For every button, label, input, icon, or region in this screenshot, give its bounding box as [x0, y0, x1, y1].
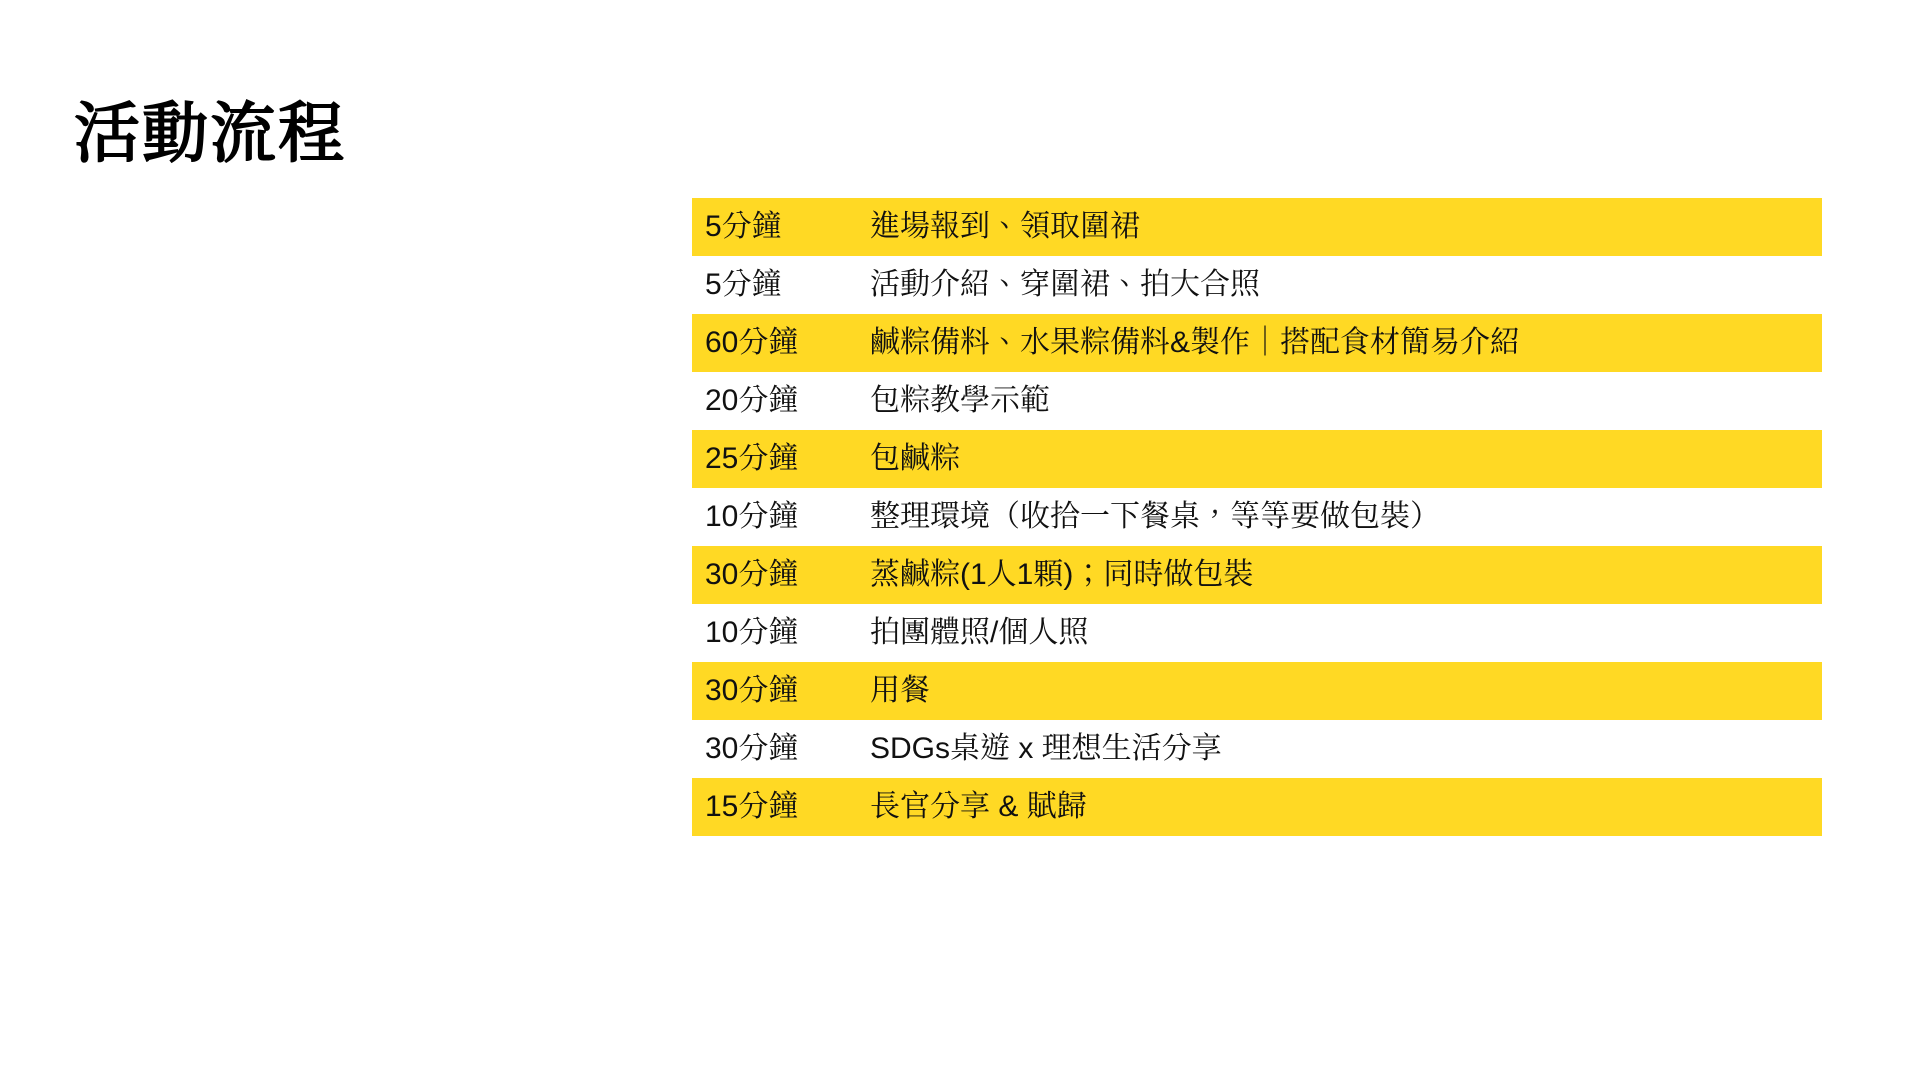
- row-activity: SDGs桌遊 x 理想生活分享: [870, 732, 1222, 765]
- schedule-row: [692, 198, 1822, 256]
- row-activity: 活動介紹、穿圍裙、拍大合照: [870, 268, 1260, 301]
- schedule-table: [692, 198, 1822, 836]
- row-duration: 25分鐘: [705, 442, 799, 475]
- row-activity: 進場報到、領取圍裙: [870, 210, 1140, 243]
- schedule-row: [692, 430, 1822, 488]
- page-title: 活動流程: [74, 96, 346, 170]
- row-duration: 30分鐘: [705, 674, 799, 707]
- schedule-row: [692, 314, 1822, 372]
- row-activity: 長官分享 & 賦歸: [870, 790, 1087, 823]
- row-activity: 用餐: [870, 674, 930, 707]
- row-duration: 5分鐘: [705, 210, 782, 243]
- schedule-row: [692, 604, 1822, 662]
- row-duration: 5分鐘: [705, 268, 782, 301]
- schedule-row: [692, 488, 1822, 546]
- row-duration: 30分鐘: [705, 732, 799, 765]
- row-activity: 拍團體照/個人照: [870, 616, 1089, 649]
- row-duration: 60分鐘: [705, 326, 799, 359]
- row-activity: 包粽教學示範: [870, 384, 1050, 417]
- row-duration: 10分鐘: [705, 616, 799, 649]
- row-activity: 鹹粽備料、水果粽備料&製作｜搭配食材簡易介紹: [870, 326, 1521, 359]
- row-duration: 10分鐘: [705, 500, 799, 533]
- schedule-row: [692, 662, 1822, 720]
- row-activity: 整理環境（收拾一下餐桌，等等要做包裝）: [870, 500, 1440, 533]
- row-duration: 15分鐘: [705, 790, 799, 823]
- row-activity: 包鹹粽: [870, 442, 960, 475]
- schedule-row: [692, 546, 1822, 604]
- schedule-row: [692, 778, 1822, 836]
- schedule-row: [692, 720, 1822, 778]
- row-duration: 30分鐘: [705, 558, 799, 591]
- schedule-row: [692, 256, 1822, 314]
- schedule-row: [692, 372, 1822, 430]
- row-duration: 20分鐘: [705, 384, 799, 417]
- row-activity: 蒸鹹粽(1人1顆)；同時做包裝: [870, 558, 1254, 591]
